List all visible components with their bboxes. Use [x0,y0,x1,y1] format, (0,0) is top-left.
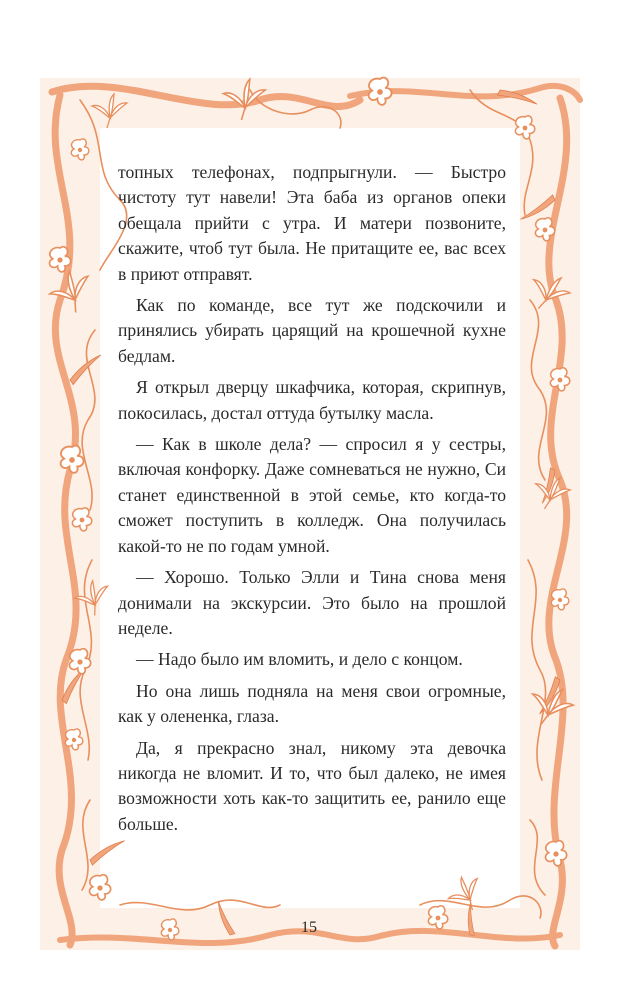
page-body-text [118,160,506,837]
page-number: 15 [301,919,317,936]
paragraph: Я открыл дверцу шкафчика, которая, скрипнув, покосилась, достал оттуда бутылку масла. [118,377,506,423]
paragraph: — Хорошо. Только Элли и Тина снова меня донимали на экскурсии. Это было на прошлой неделе. [118,567,506,638]
paragraph: Но она лишь подняла на меня свои огромные, как у олененка, глаза. [118,680,506,727]
paragraph: Как по команде, все тут же подскочили и принялись убирать царящий на крошечной кухне бедлам. [118,295,506,366]
paragraph: Да, я прекрасно знал, никому эта девочка никогда не вломит. И то, что был далеко, не имея возможности хоть как-то защитить ее, ранило еще больше. [118,737,506,834]
paragraph: — Как в школе дела? — спросил я у сестры, включая конфорку. Даже сомневаться не нужно, Си станет единственной в этой семье, кто когда-то сможет поступить в колледж. Она получилась какой-то не по годам умной. [118,434,506,556]
paragraph: топных телефонах, подпрыгнули. — Быстро чистоту тут навели! Эта баба из органов опеки обещала прийти с утра. И матери позвоните, скажите, чтоб тут была. Не притащите ее, вас всех в приют отправят. [118,162,506,284]
paragraph: — Надо было им вломить, и дело с концом. [136,649,463,670]
